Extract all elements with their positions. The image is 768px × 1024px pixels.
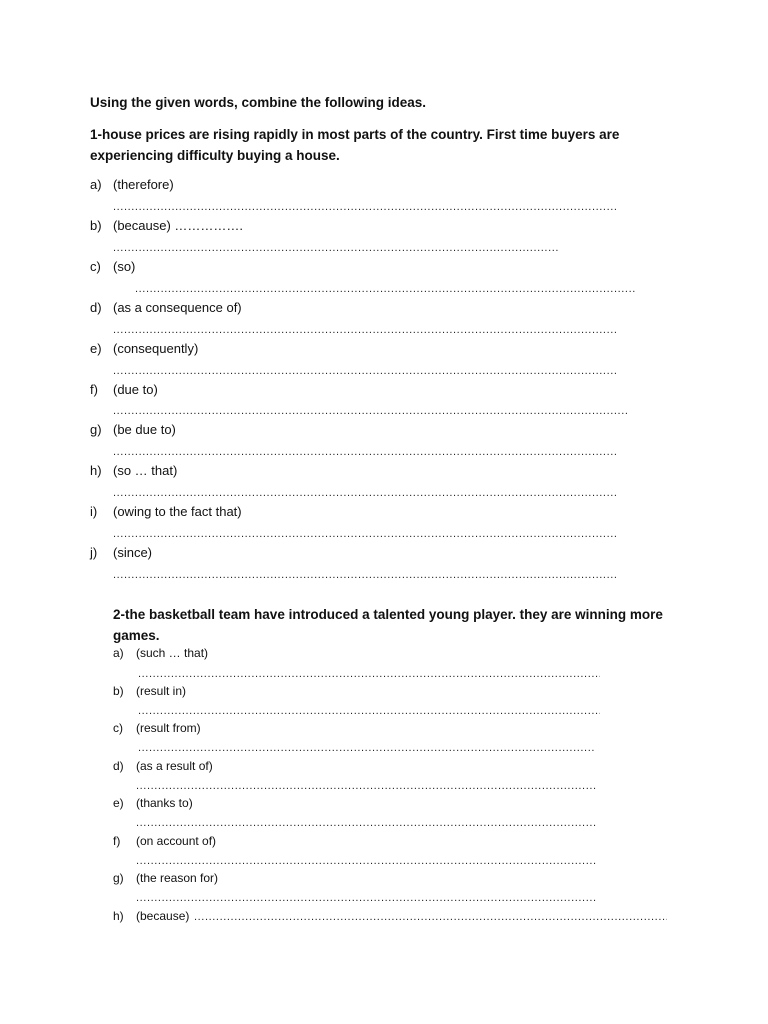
item-letter: g) (113, 871, 124, 885)
answer-line[interactable] (113, 202, 616, 212)
answer-line[interactable] (138, 706, 600, 716)
item-words: (as a consequence of) (113, 300, 242, 315)
item-letter: b) (113, 684, 124, 698)
item-words: (therefore) (113, 177, 174, 192)
item-words: (because) ……………. (113, 218, 244, 233)
item-letter: d) (90, 300, 102, 315)
answer-line[interactable] (138, 669, 600, 679)
item-letter: g) (90, 422, 102, 437)
item-letter: a) (113, 646, 124, 660)
answer-line[interactable] (113, 447, 616, 457)
item-words: (consequently) (113, 341, 199, 356)
item-words: (so … that) (113, 463, 178, 478)
item-letter: h) (113, 909, 124, 923)
answer-line[interactable] (136, 893, 596, 903)
item-letter: h) (90, 463, 102, 478)
item-letter: c) (90, 259, 101, 274)
item-words: (owing to the fact that) (113, 504, 242, 519)
item-words: (such … that) (136, 646, 209, 660)
answer-line[interactable] (136, 856, 596, 866)
item-words: (be due to) (113, 422, 176, 437)
answer-line[interactable] (113, 570, 616, 580)
answer-line[interactable] (113, 325, 616, 335)
answer-line[interactable] (138, 743, 596, 753)
answer-line[interactable] (194, 912, 667, 922)
item-words: (because) (136, 909, 190, 923)
answer-line[interactable] (136, 818, 596, 828)
item-letter: c) (113, 721, 123, 735)
item-letter: f) (113, 834, 121, 848)
section2-prompt: 2-the basketball team have introduced a talented young player. they are winning more games. (113, 607, 663, 643)
item-words: (thanks to) (136, 796, 193, 810)
answer-line[interactable] (113, 488, 616, 498)
item-letter: b) (90, 218, 102, 233)
answer-line[interactable] (135, 284, 635, 294)
item-letter: e) (90, 341, 102, 356)
item-letter: j) (90, 545, 98, 560)
instruction-heading: Using the given words, combine the following ideas. (90, 95, 427, 110)
item-words: (on account of) (136, 834, 217, 848)
answer-line[interactable] (136, 781, 596, 791)
answer-line[interactable] (113, 366, 616, 376)
item-letter: f) (90, 382, 98, 397)
answer-line[interactable] (113, 529, 616, 539)
item-letter: e) (113, 796, 124, 810)
answer-line[interactable] (113, 243, 560, 253)
item-words: (since) (113, 545, 153, 560)
section1-prompt: 1-house prices are rising rapidly in most parts of the country. First time buyers are experiencing difficulty buying a house. (90, 127, 620, 163)
answer-line[interactable] (113, 406, 627, 416)
item-words: (as a result of) (136, 759, 213, 773)
item-words: (the reason for) (136, 871, 219, 885)
item-words: (result from) (136, 721, 201, 735)
item-words: (due to) (113, 382, 158, 397)
item-words: (so) (113, 259, 136, 274)
item-words: (result in) (136, 684, 187, 698)
item-letter: i) (90, 504, 98, 519)
item-letter: a) (90, 177, 102, 192)
item-letter: d) (113, 759, 124, 773)
